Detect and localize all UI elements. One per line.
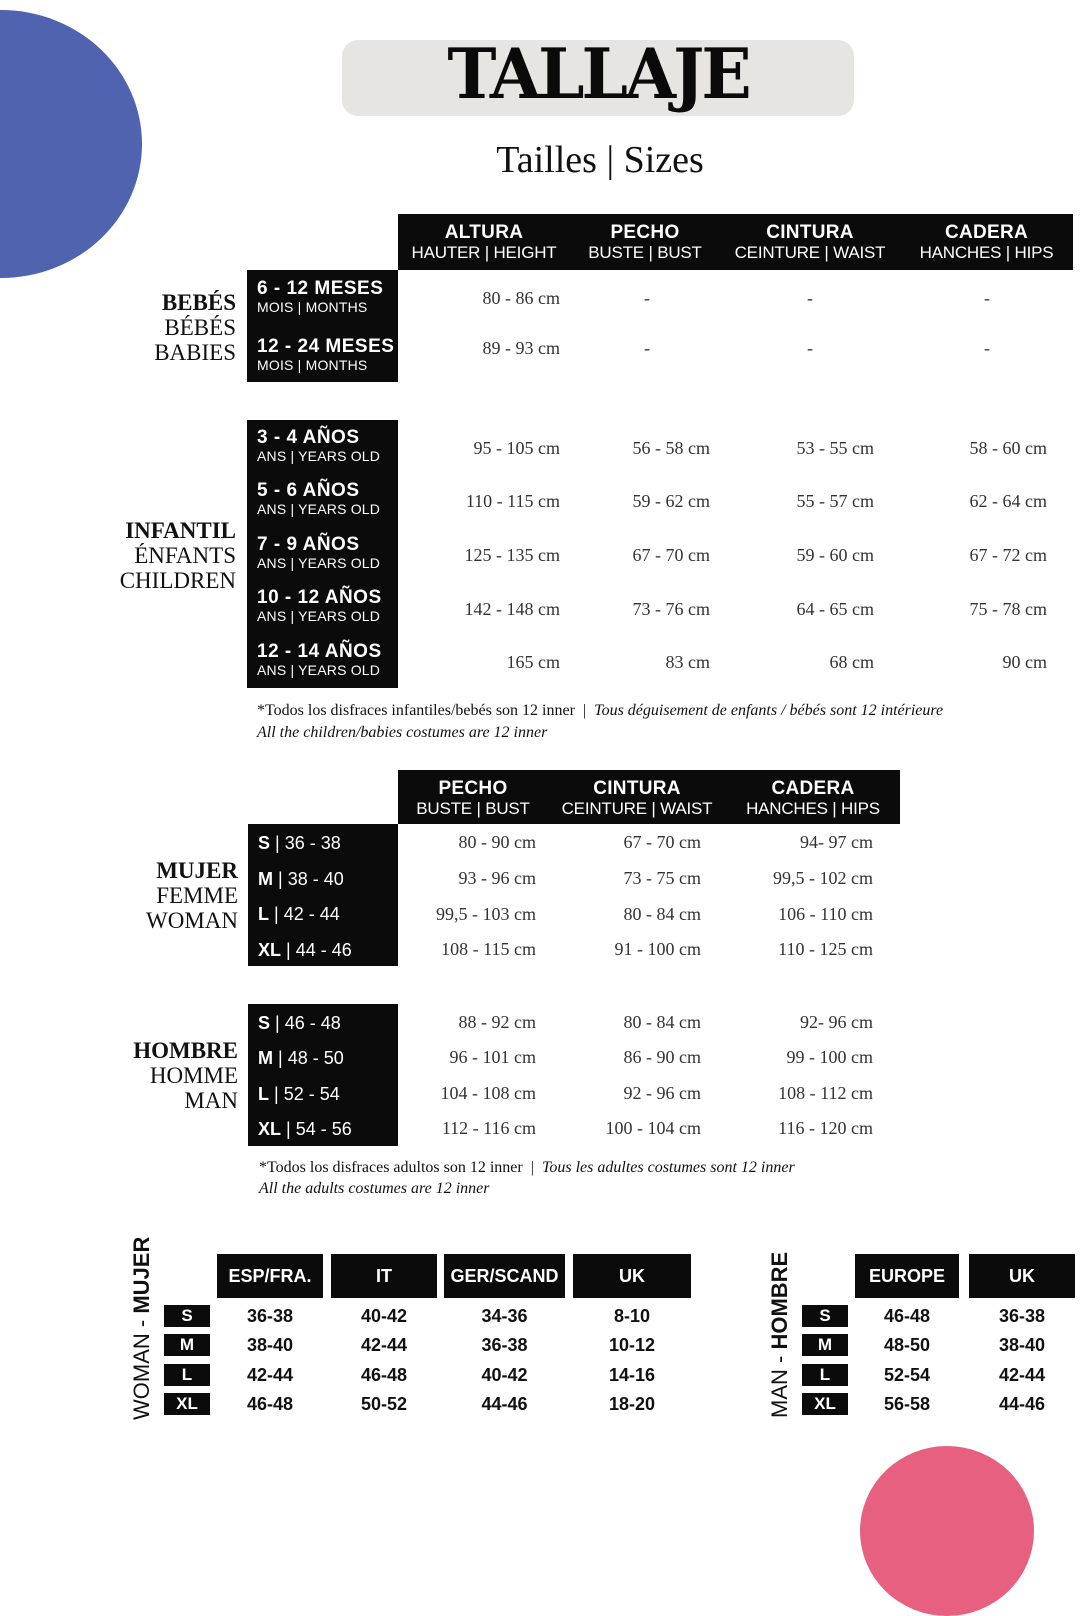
value-cell: 80 - 86 cm (482, 288, 560, 308)
value-cell: 95 - 105 cm (473, 438, 560, 458)
value-cell: 90 cm (1002, 652, 1047, 672)
size-badge: XL (164, 1393, 210, 1415)
conversion-value: 36-38 (246, 1306, 294, 1326)
value-cell: 55 - 57 cm (796, 491, 874, 511)
size-badge: L (802, 1364, 848, 1386)
value-cell: 99 - 100 cm (786, 1047, 873, 1067)
value-cell: 68 cm (829, 652, 874, 672)
conversion-value: 8-10 (613, 1306, 651, 1326)
size-badge: XL (802, 1393, 848, 1415)
decorative-pink-circle (860, 1446, 1034, 1616)
conversion-value: 14-16 (608, 1365, 656, 1385)
value-cell: 83 cm (665, 652, 710, 672)
value-cell: 112 - 116 cm (441, 1118, 536, 1138)
conversion-man-header: UK (969, 1254, 1075, 1298)
page-title: TALLAJE (447, 33, 749, 115)
conversion-man-header: EUROPE (855, 1254, 959, 1298)
value-cell: 92 - 96 cm (623, 1083, 701, 1103)
value-cell: 67 - 72 cm (969, 545, 1047, 565)
value-cell: 93 - 96 cm (458, 868, 536, 888)
value-cell: - (807, 288, 813, 308)
value-cell: 100 - 104 cm (605, 1118, 701, 1138)
conversion-value: 56-58 (883, 1394, 931, 1414)
value-cell: 80 - 84 cm (623, 904, 701, 924)
row-label: 7 - 9 AÑOS ANS | YEARS OLD (257, 534, 381, 571)
woman-category: MUJER FEMME WOMAN (146, 858, 238, 933)
adults-header-waist: CINTURA CEINTURE | WAIST (561, 778, 713, 818)
value-cell: 88 - 92 cm (458, 1012, 536, 1032)
adults-header-bust: PECHO BUSTE | BUST (416, 778, 530, 818)
size-label: S | 46 - 48 (258, 1013, 341, 1033)
man-side-label: MAN - HOMBRE (767, 1251, 792, 1418)
value-cell: 73 - 75 cm (623, 868, 701, 888)
value-cell: - (807, 338, 813, 358)
conversion-value: 38-40 (246, 1335, 294, 1355)
value-cell: - (644, 338, 650, 358)
size-label: S | 36 - 38 (258, 833, 341, 853)
row-label: 10 - 12 AÑOS ANS | YEARS OLD (257, 587, 382, 624)
conversion-value: 36-38 (481, 1335, 528, 1355)
value-cell: 59 - 60 cm (796, 545, 874, 565)
value-cell: 99,5 - 103 cm (436, 904, 536, 924)
conversion-value: 40-42 (481, 1365, 528, 1385)
kids-header-hips: CADERA HANCHES | HIPS (919, 222, 1054, 262)
kids-header-bar (398, 214, 1073, 270)
value-cell: 58 - 60 cm (969, 438, 1047, 458)
value-cell: 80 - 84 cm (623, 1012, 701, 1032)
conversion-value: 10-12 (608, 1335, 656, 1355)
value-cell: 110 - 125 cm (778, 939, 873, 959)
conversion-value: 42-44 (998, 1365, 1046, 1385)
value-cell: 94- 97 cm (800, 832, 873, 852)
babies-label-column (247, 270, 398, 382)
size-label: M | 38 - 40 (258, 869, 344, 889)
adults-note: *Todos los disfraces adultos son 12 inner | Tous les adultes costumes sont 12 inner All the adults costumes are 12 inner (259, 1159, 795, 1197)
value-cell: 53 - 55 cm (796, 438, 874, 458)
size-label: M | 48 - 50 (258, 1048, 344, 1068)
adults-header-hips: CADERA HANCHES | HIPS (746, 778, 880, 818)
value-cell: 104 - 108 cm (440, 1083, 536, 1103)
value-cell: 56 - 58 cm (632, 438, 710, 458)
conversion-value: 52-54 (883, 1365, 931, 1385)
value-cell: 116 - 120 cm (778, 1118, 873, 1138)
conversion-woman-header: GER/SCAND (444, 1254, 565, 1298)
kids-header-waist: CINTURA CEINTURE | WAIST (734, 222, 886, 262)
value-cell: 96 - 101 cm (449, 1047, 536, 1067)
row-label: 3 - 4 AÑOS ANS | YEARS OLD (257, 427, 381, 464)
babies-category: BEBÉS BÉBÉS BABIES (154, 290, 236, 365)
kids-note: *Todos los disfraces infantiles/bebés son 12 inner | Tous déguisement de enfants / bébés sont 12 intérieure All the children/babies costumes are 12 inner (257, 702, 944, 741)
conversion-woman-header: ESP/FRA. (217, 1254, 323, 1298)
value-cell: 75 - 78 cm (969, 599, 1047, 619)
value-cell: 142 - 148 cm (464, 599, 560, 619)
conversion-value: 46-48 (360, 1365, 408, 1385)
size-label: L | 52 - 54 (258, 1084, 340, 1104)
size-badge: L (164, 1364, 210, 1386)
conversion-value: 38-40 (998, 1335, 1046, 1355)
value-cell: 80 - 90 cm (458, 832, 536, 852)
kids-header-bust: PECHO BUSTE | BUST (588, 222, 702, 262)
value-cell: 64 - 65 cm (796, 599, 874, 619)
row-label: 6 - 12 MESES MOIS | MONTHS (257, 278, 384, 315)
size-badge: S (164, 1305, 210, 1327)
conversion-value: 42-44 (246, 1365, 294, 1385)
conversion-value: 44-46 (998, 1394, 1046, 1414)
value-cell: 67 - 70 cm (632, 545, 710, 565)
value-cell: 91 - 100 cm (614, 939, 701, 959)
conversion-woman-header: UK (573, 1254, 691, 1298)
row-label: 12 - 14 AÑOS ANS | YEARS OLD (257, 641, 382, 678)
value-cell: 165 cm (506, 652, 560, 672)
conversion-value: 44-46 (481, 1394, 528, 1414)
conversion-value: 18-20 (608, 1394, 656, 1414)
conversion-value: 34-36 (481, 1306, 528, 1326)
value-cell: 125 - 135 cm (464, 545, 560, 565)
conversion-value: 46-48 (883, 1306, 931, 1326)
value-cell: - (984, 338, 990, 358)
conversion-value: 36-38 (998, 1306, 1046, 1326)
conversion-value: 46-48 (246, 1394, 294, 1414)
size-badge: M (164, 1334, 210, 1356)
value-cell: 108 - 115 cm (441, 939, 536, 959)
size-badge: M (802, 1334, 848, 1356)
kids-header-height: ALTURA HAUTER | HEIGHT (411, 222, 557, 262)
value-cell: 110 - 115 cm (465, 491, 560, 511)
size-label: L | 42 - 44 (258, 904, 340, 924)
adults-header-bar (398, 770, 900, 824)
value-cell: 99,5 - 102 cm (773, 868, 873, 888)
value-cell: 73 - 76 cm (632, 599, 710, 619)
conversion-value: 40-42 (360, 1306, 408, 1326)
size-badge: S (802, 1305, 848, 1327)
value-cell: - (984, 288, 990, 308)
value-cell: 86 - 90 cm (623, 1047, 701, 1067)
value-cell: 106 - 110 cm (778, 904, 873, 924)
value-cell: 89 - 93 cm (482, 338, 560, 358)
value-cell: 108 - 112 cm (778, 1083, 873, 1103)
value-cell: 62 - 64 cm (969, 491, 1047, 511)
conversion-value: 50-52 (360, 1394, 408, 1414)
children-label-column (247, 420, 398, 688)
conversion-value: 48-50 (883, 1335, 931, 1355)
size-label: XL | 44 - 46 (258, 940, 352, 960)
row-label: 12 - 24 MESES MOIS | MONTHS (257, 336, 395, 373)
page-subtitle: Tailles | Sizes (496, 139, 704, 181)
size-label: XL | 54 - 56 (258, 1119, 352, 1139)
value-cell: 67 - 70 cm (623, 832, 701, 852)
man-category: HOMBRE HOMME MAN (133, 1038, 238, 1113)
children-category: INFANTIL ÉNFANTS CHILDREN (119, 518, 236, 593)
conversion-woman-header: IT (331, 1254, 437, 1298)
value-cell: - (644, 288, 650, 308)
woman-side-label: WOMAN - MUJER (129, 1236, 154, 1420)
value-cell: 59 - 62 cm (632, 491, 710, 511)
value-cell: 92- 96 cm (800, 1012, 873, 1032)
decorative-blue-circle (0, 10, 142, 278)
row-label: 5 - 6 AÑOS ANS | YEARS OLD (257, 480, 381, 517)
conversion-value: 42-44 (360, 1335, 408, 1355)
